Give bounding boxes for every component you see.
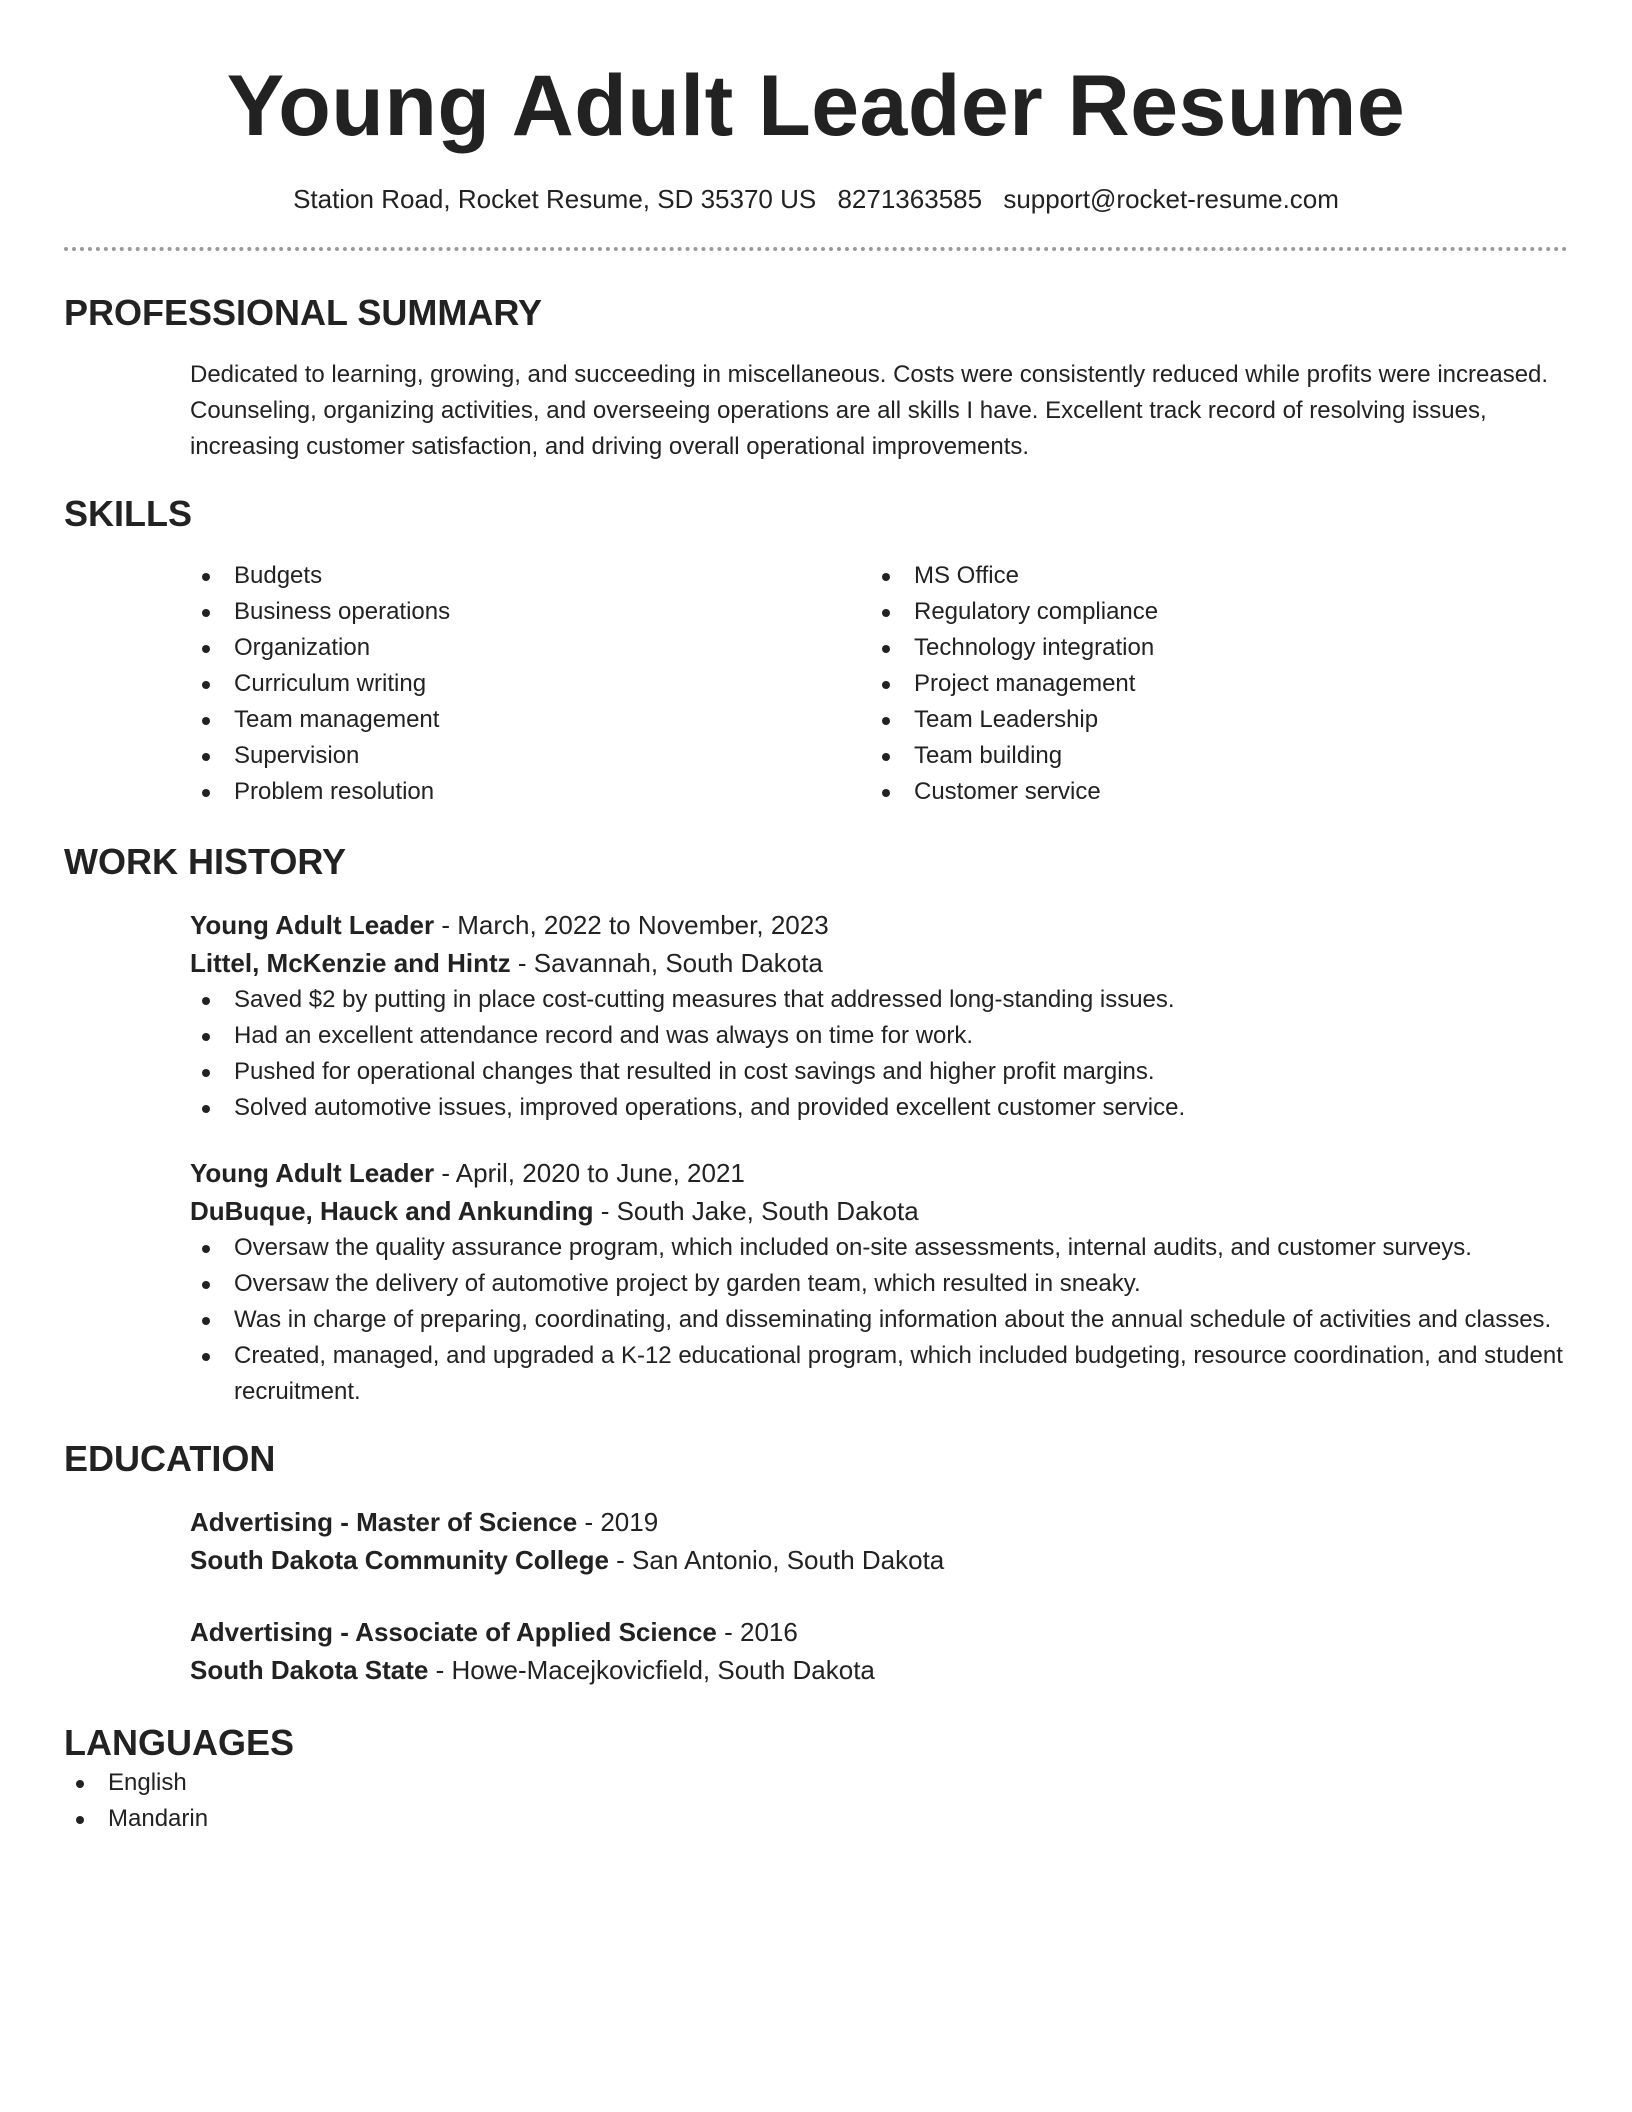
skill-item: Technology integration	[870, 630, 1550, 666]
graduation-year: - 2019	[577, 1507, 659, 1537]
skill-item: Regulatory compliance	[870, 594, 1550, 630]
education-entry	[190, 1503, 1568, 1579]
summary-text: Dedicated to learning, growing, and succeeding in miscellaneous. Costs were consistently reduced while profits were increased. Counseling, organizing activities, and overseeing operations are all skills I have. Excellent track record of resolving issues, increasing customer satisfaction, and driving overall operational improvements.	[190, 361, 1549, 460]
degree-line	[190, 1503, 1568, 1541]
contact-info	[64, 182, 1568, 216]
education-entry	[190, 1613, 1568, 1689]
school-line	[190, 1651, 1568, 1689]
degree-line	[190, 1613, 1568, 1651]
job-duty: Solved automotive issues, improved operations, and provided excellent customer service.	[190, 1090, 1568, 1126]
resume-page	[64, 0, 1568, 1837]
school: South Dakota State	[190, 1655, 429, 1685]
skill-item: Budgets	[190, 558, 870, 594]
job-company: DuBuque, Hauck and Ankunding	[190, 1196, 594, 1226]
skill-item: Curriculum writing	[190, 666, 870, 702]
skill-item: Team Leadership	[870, 702, 1550, 738]
skill-item: Problem resolution	[190, 774, 870, 810]
skills-column-left	[190, 558, 870, 810]
school-location: - Howe-Macejkovicfield, South Dakota	[428, 1655, 875, 1685]
job-role-line	[190, 1154, 1568, 1192]
skill-item: MS Office	[870, 558, 1550, 594]
language-item: English	[64, 1765, 1568, 1801]
job-duties	[190, 982, 1568, 1126]
job-duty: Created, managed, and upgraded a K-12 educational program, which included budgeting, resource coordination, and student recruitment.	[190, 1338, 1568, 1410]
job-duty: Had an excellent attendance record and was always on time for work.	[190, 1018, 1568, 1054]
resume-title: Young Adult Leader Resume	[226, 58, 1406, 154]
school-line	[190, 1541, 1568, 1579]
skill-item: Organization	[190, 630, 870, 666]
job-duty: Oversaw the delivery of automotive project by garden team, which resulted in sneaky.	[190, 1266, 1568, 1302]
languages-list	[64, 1765, 1568, 1837]
job-duty: Was in charge of preparing, coordinating, and disseminating information about the annual schedule of activities and classes.	[190, 1302, 1568, 1338]
degree: Advertising - Associate of Applied Science	[190, 1617, 717, 1647]
job-company: Littel, McKenzie and Hintz	[190, 948, 511, 978]
phone-number: 8271363585	[837, 184, 983, 214]
skills-list	[190, 558, 1568, 810]
job-entry	[190, 906, 1568, 1126]
skill-item: Team building	[870, 738, 1550, 774]
job-dates: - March, 2022 to November, 2023	[434, 910, 829, 940]
degree: Advertising - Master of Science	[190, 1507, 578, 1537]
job-location: - South Jake, South Dakota	[593, 1196, 919, 1226]
section-title-summary: PROFESSIONAL SUMMARY	[64, 292, 543, 333]
language-item: Mandarin	[64, 1801, 1568, 1837]
job-duties	[190, 1230, 1568, 1410]
header-divider	[64, 247, 1568, 251]
address: Station Road, Rocket Resume, SD 35370 US	[293, 184, 817, 214]
job-role-line	[190, 906, 1568, 944]
job-location: - Savannah, South Dakota	[510, 948, 823, 978]
skill-item: Business operations	[190, 594, 870, 630]
skills-column-right	[870, 558, 1550, 810]
job-entry	[190, 1154, 1568, 1410]
job-duty: Pushed for operational changes that resulted in cost savings and higher profit margins.	[190, 1054, 1568, 1090]
email-address: support@rocket-resume.com	[1003, 184, 1339, 214]
skill-item: Project management	[870, 666, 1550, 702]
section-title-skills: SKILLS	[64, 493, 193, 534]
job-dates: - April, 2020 to June, 2021	[434, 1158, 745, 1188]
job-role: Young Adult Leader	[190, 910, 435, 940]
skill-item: Supervision	[190, 738, 870, 774]
school: South Dakota Community College	[190, 1545, 609, 1575]
section-title-education: EDUCATION	[64, 1438, 276, 1479]
job-role: Young Adult Leader	[190, 1158, 435, 1188]
skill-item: Customer service	[870, 774, 1550, 810]
job-company-line	[190, 1192, 1568, 1230]
job-duty: Oversaw the quality assurance program, which included on-site assessments, internal audits, and customer surveys.	[190, 1230, 1568, 1266]
job-company-line	[190, 944, 1568, 982]
section-title-work-history: WORK HISTORY	[64, 841, 347, 882]
school-location: - San Antonio, South Dakota	[608, 1545, 945, 1575]
section-title-languages: LANGUAGES	[64, 1722, 295, 1763]
graduation-year: - 2016	[716, 1617, 798, 1647]
skill-item: Team management	[190, 702, 870, 738]
job-duty: Saved $2 by putting in place cost-cutting measures that addressed long-standing issues.	[190, 982, 1568, 1018]
